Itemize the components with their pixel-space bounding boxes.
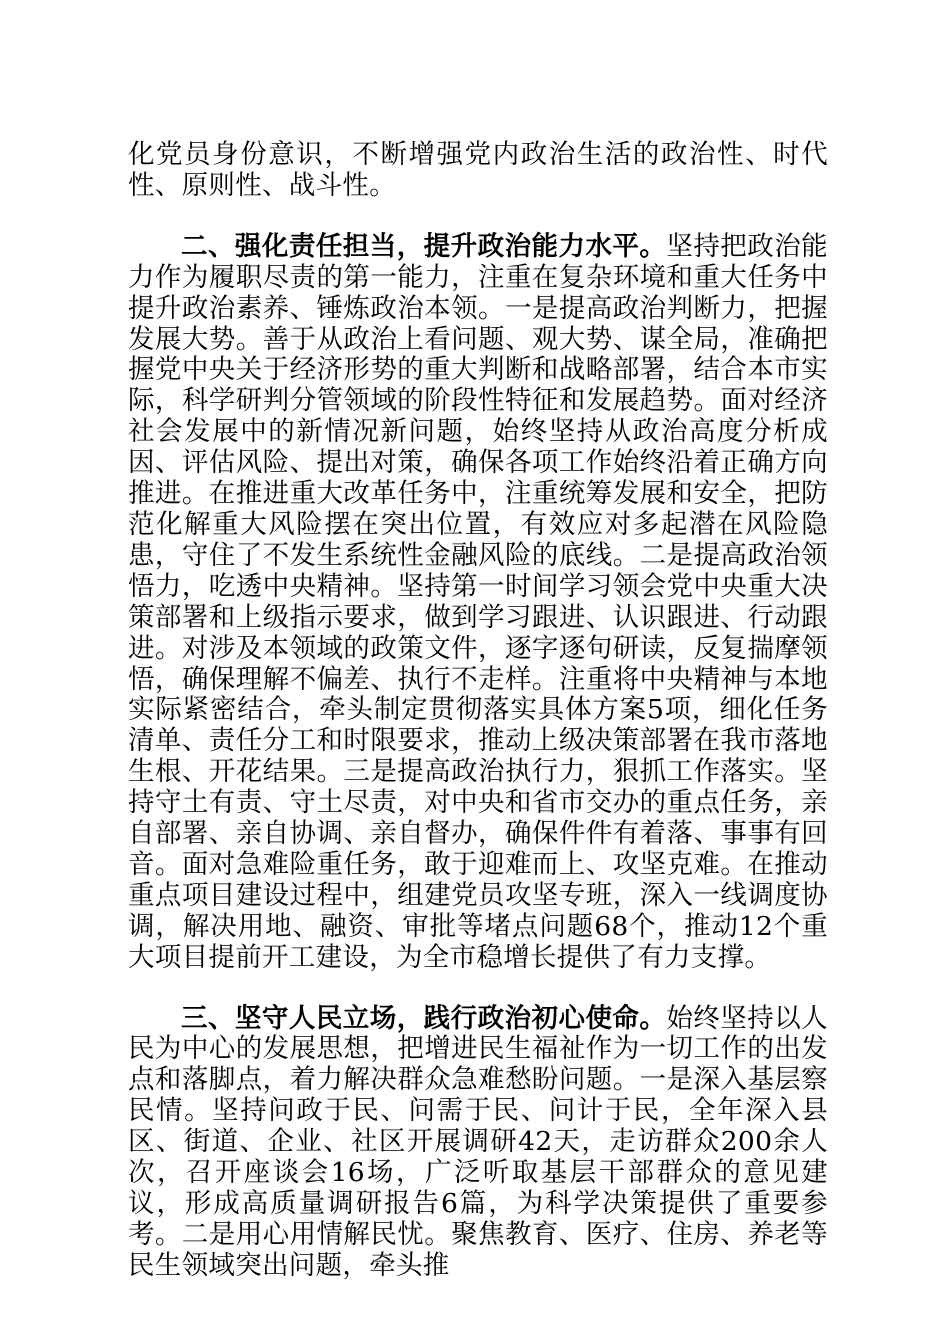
paragraph-continuation xyxy=(128,140,828,202)
paragraph-section-three xyxy=(128,1004,828,1282)
paragraph-gap xyxy=(128,202,828,232)
section-heading: 三、坚守人民立场，践行政治初心使命。 xyxy=(181,1002,667,1034)
document-page xyxy=(128,140,828,1282)
paragraph-body: 坚持把政治能力作为履职尽责的第一能力，注重在复杂环境和重大任务中提升政治素养、锤炼政治本领。一是提高政治判断力，把握发展大势。善于从政治上看问题、观大势、谋全局，准确把握党中央关于经济形势的重大判断和战略部署，结合本市实际，科学研判分管领域的阶段性特征和发展趋势。面对经济社会发展中的新情况新问题，始终坚持从政治高度分析成因、评估风险、提出对策，确保各项工作始终沿着正确方向推进。在推进重大改革任务中，注重统筹发展和安全，把防范化解重大风险摆在突出位置，有效应对多起潜在风险隐患，守住了不发生系统性金融风险的底线。二是提高政治领悟力，吃透中央精神。坚持第一时间学习领会党中央重大决策部署和上级指示要求，做到学习跟进、认识跟进、行动跟进。对涉及本领域的政策文件，逐字逐句研读，反复揣摩领悟，确保理解不偏差、执行不走样。注重将中央精神与本地实际紧密结合，牵头制定贯彻落实具体方案5项，细化任务清单、责任分工和时限要求，推动上级决策部署在我市落地生根、开花结果。三是提高政治执行力，狠抓工作落实。坚持守土有责、守土尽责，对中央和省市交办的重点任务，亲自部署、亲自协调、亲自督办，确保件件有着落、事事有回音。面对急难险重任务，敢于迎难而上、攻坚克难。在推动重点项目建设过程中，组建党员攻坚专班，深入一线调度协调，解决用地、融资、审批等堵点问题68个，推动12个重大项目提前开工建设，为全市稳增长提供了有力支撑。 xyxy=(128,230,828,973)
section-heading: 二、强化责任担当，提升政治能力水平。 xyxy=(181,230,667,262)
paragraph-section-two xyxy=(128,232,828,974)
paragraph-body: 化党员身份意识，不断增强党内政治生活的政治性、时代性、原则性、战斗性。 xyxy=(128,139,828,201)
paragraph-body: 始终坚持以人民为中心的发展思想，把增进民生福祉作为一切工作的出发点和落脚点，着力解决群众急难愁盼问题。一是深入基层察民情。坚持问政于民、问需于民、问计于民，全年深入县区、街道、企业、社区开展调研42天，走访群众200余人次，召开座谈会16场，广泛听取基层干部群众的意见建议，形成高质量调研报告6篇，为科学决策提供了重要参考。二是用心用情解民忧。聚焦教育、医疗、住房、养老等民生领域突出问题，牵头推 xyxy=(128,1002,828,1281)
paragraph-gap xyxy=(128,974,828,1004)
